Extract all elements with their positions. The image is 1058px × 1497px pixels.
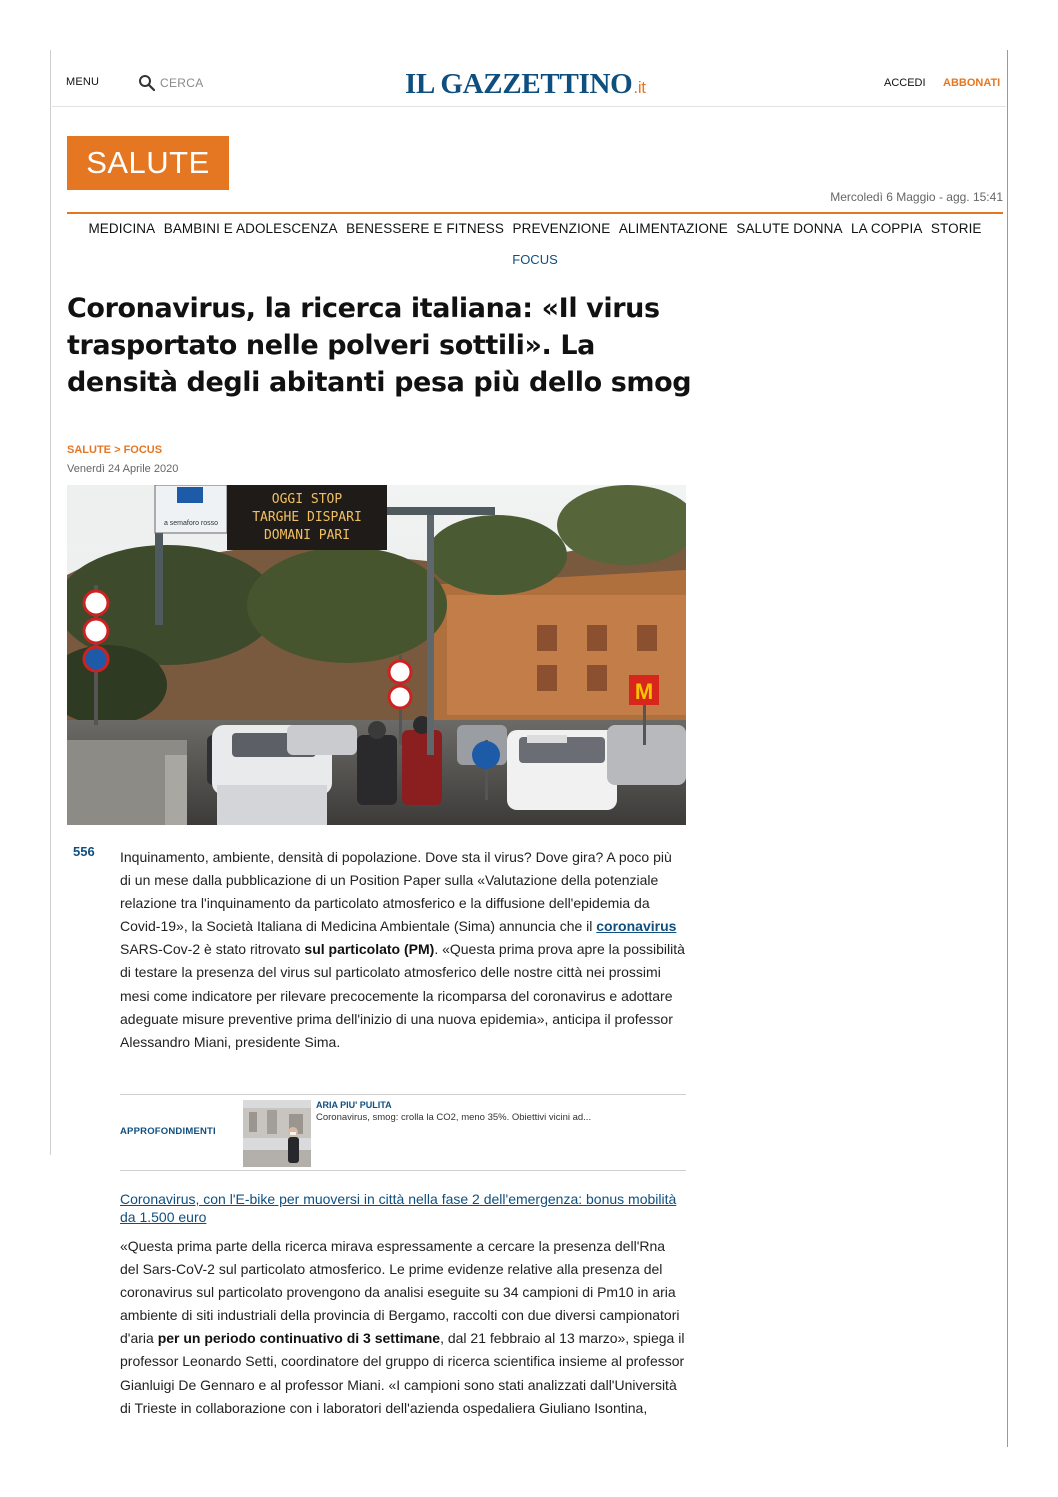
paragraph-1-text-a: Inquinamento, ambiente, densità di popolazione. Dove sta il virus? Dove gira? A poco più di un mese dalla pubblicazione di un Position Paper sulla «Valutazione della potenziale relazione tra l'inquinamento da particolato atmosferico e la diffusione dell'epidemia da Covid-19», la Società Italiana di Medicina Ambientale (Sima) annuncia che il [120,849,672,935]
site-header [52,64,1006,107]
breadcrumb-focus[interactable]: FOCUS [123,444,163,456]
site-logo[interactable] [405,68,646,101]
section-divider [67,212,1003,214]
page-border-left [50,50,51,1155]
article-photo[interactable] [67,485,686,825]
related-title-link[interactable]: Coronavirus, smog: crolla la CO2, meno 35%. Obiettivi vicini ad... [316,1112,592,1123]
photo-logo-glyph: M [634,679,654,704]
logo-text: IL GAZZETTINO [405,68,633,100]
nav-item-prevenzione[interactable]: PREVENZIONE [512,221,611,236]
section-nav [67,220,1003,238]
paragraph-2-text-b: , dal 21 febbraio al 13 marzo», spiega il professor Leonardo Setti, coordinatore del gruppo di ricerca scientifica insieme al professor Gianluigi De Gennaro e al professor Miani. «I campioni sono stati analizzati dall'Università di Trieste in collaborazione con i laboratori dell'azienda ospedaliera Giuliano Isontina, [120,1330,685,1416]
related-label: APPROFONDIMENTI [120,1126,216,1137]
nav-item-la-coppia[interactable]: LA COPPIA [851,221,923,236]
update-dateline: Mercoledì 6 Maggio - agg. 15:41 [830,190,1003,204]
nav-item-medicina[interactable]: MEDICINA [88,221,156,236]
menu-button[interactable]: MENU [66,76,100,88]
photo-sign-line-1: OGGI STOP [271,492,343,507]
breadcrumb-salute[interactable]: SALUTE [67,444,111,456]
logo-tld: .it [633,78,646,97]
paragraph-1-bold: sul particolato (PM) [304,941,435,958]
nav-item-alimentazione[interactable]: ALIMENTAZIONE [618,221,728,236]
photo-sign-line-3: DOMANI PARI [263,528,351,543]
search-label: CERCA [160,76,204,90]
paragraph-2-text-a: «Questa prima parte della ricerca mirava espressamente a cercare la presenza dell'Rna del Sars-CoV-2 sul particolato atmosferico. Le prime evidenze relative alla presenza del coronavirus sul particolato provengono da analisi eseguite su 34 campioni di Pm10 in aria ambiente di siti industriali della provincia di Bergamo, raccolti con due diversi campionatori d'aria [120,1238,680,1347]
comments-count[interactable]: 556 [73,844,95,859]
article-paragraph-1 [120,846,686,1054]
nav-item-focus[interactable]: FOCUS [512,252,558,267]
subscribe-link[interactable]: ABBONATI [943,77,1001,89]
paragraph-1-text-b: SARS-Cov-2 è stato ritrovato [120,941,305,958]
nav-item-benessere[interactable]: BENESSERE E FITNESS [346,221,505,236]
paragraph-2-bold: per un periodo continuativo di 3 settimane [157,1330,441,1347]
coronavirus-tag-link[interactable]: coronavirus [596,918,677,935]
related-thumbnail[interactable] [243,1100,311,1167]
paragraph-1-text-c: . «Questa prima prova apre la possibilità di testare la presenza del virus sul particolato atmosferico delle nostre città nei prossimi mesi come indicatore per rilevare precocemente la ricomparsa del coronavirus e adottare adeguate misure preventive prima dell'inizio di una nuova epidemia», anticipa il professor Alessandro Miani, presidente Sima. [120,941,685,1050]
related-article-link[interactable]: Coronavirus, con l'E-bike per muoversi in città nella fase 2 dell'emergenza: bonus mobilità da 1.500 euro [120,1191,677,1225]
photo-small-sign-text: a semaforo rosso [163,520,219,527]
sub-nav [67,251,1003,269]
related-kicker: ARIA PIU' PULITA [316,1100,392,1110]
related-box [120,1094,686,1171]
section-badge[interactable]: SALUTE [67,136,229,190]
search-icon [138,74,156,92]
page-border-right [1007,50,1008,1447]
article-paragraph-2 [120,1235,686,1420]
photo-sign-line-2: TARGHE DISPARI [252,510,362,525]
publish-date: Venerdì 24 Aprile 2020 [67,463,179,475]
breadcrumb [67,444,162,456]
nav-item-salute-donna[interactable]: SALUTE DONNA [736,221,843,236]
breadcrumb-separator: > [114,444,121,456]
article-title: Coronavirus, la ricerca italiana: «Il virus trasportato nelle polveri sottili». La densità degli abitanti pesa più dello smog [67,293,692,398]
nav-item-bambini[interactable]: BAMBINI E ADOLESCENZA [163,221,338,236]
search-button[interactable] [138,73,204,93]
login-link[interactable]: ACCEDI [884,77,926,89]
nav-item-storie[interactable]: STORIE [930,221,982,236]
